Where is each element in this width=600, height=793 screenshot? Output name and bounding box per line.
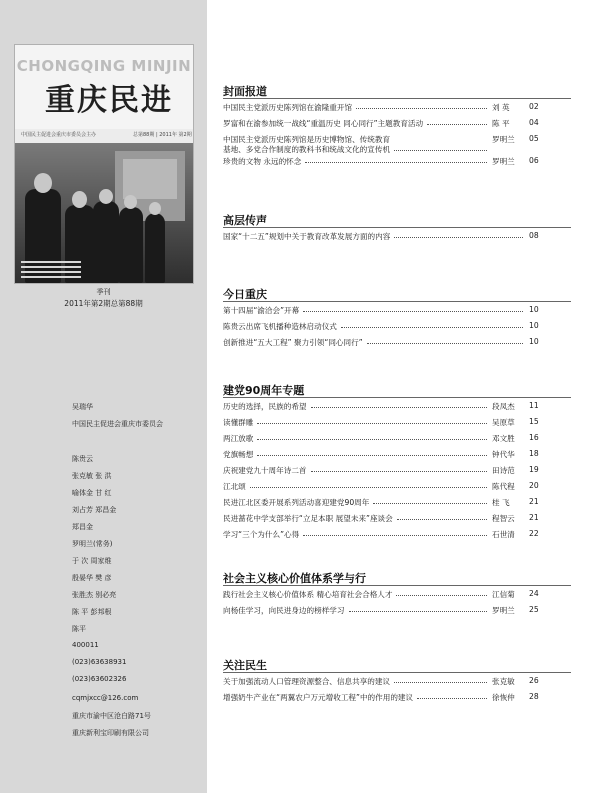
period-label: 季刊 [96,288,111,296]
toc-entry[interactable] [207,156,600,168]
entry-page: 25 [529,605,539,614]
leader-dots [396,595,487,596]
toc-entry[interactable] [207,401,600,413]
entry-title: 学习“三个为什么”心得 [223,530,300,539]
credit-value: 400011 [72,641,99,649]
entry-page: 20 [529,481,539,490]
toc-entry[interactable] [207,449,600,461]
person-figure [145,213,165,283]
toc-entry[interactable] [207,231,600,243]
entry-title: 践行社会主义核心价值体系 精心培育社会合格人才 [223,590,393,599]
entry-title: 珍贵的文物 永远的怀念 [223,157,302,166]
leader-dots [397,519,487,520]
entry-author: 陈 平 [492,119,510,128]
credit-value: (023)63638931 [72,658,127,666]
entry-title: 关于加强流动人口管理资源整合、信息共享的建议 [223,677,391,686]
entry-page: 18 [529,449,539,458]
entry-title: 国家“十二五”规划中关于教育改革发展方面的内容 [223,232,391,241]
section-title: 建党90周年专题 [223,384,305,397]
section-rule [223,585,571,586]
credit-value: 重庆市渝中区沧白路71号 [72,712,151,720]
toc-entry[interactable] [207,692,600,704]
cover-title-cn: 重庆民进 [45,83,173,118]
entry-page: 21 [529,497,539,506]
section-title: 高层传声 [223,214,267,227]
leader-dots [394,682,487,683]
entry-author: 吴原草 [492,418,515,427]
entry-title: 第十四届“渝洽会”开幕 [223,306,300,315]
leader-dots [394,237,523,238]
entry-page: 02 [529,102,539,111]
toc-entry[interactable] [207,465,600,477]
credit-value: 喻体金 甘 红 [72,489,112,497]
entry-page: 10 [529,321,539,330]
entry-author: 邓文胜 [492,434,515,443]
credit-value: 陈平 [72,625,86,633]
leader-dots [349,611,488,612]
section-title: 封面报道 [223,85,267,98]
entry-page: 16 [529,433,539,442]
entry-author: 徐恢仲 [492,693,515,702]
leader-dots [341,327,523,328]
entry-page: 21 [529,513,539,522]
leader-dots [417,698,487,699]
toc-entry[interactable] [207,118,600,130]
leader-dots [311,407,487,408]
entry-title: 民进蔷花中学支部举行“立足本职 展望未来”座谈会 [223,514,393,523]
toc-entry[interactable] [207,321,600,333]
person-head [72,191,87,208]
leader-dots [305,162,487,163]
person-figure [119,207,143,283]
entry-page: 15 [529,417,539,426]
leader-dots [356,108,487,109]
person-figure [93,201,119,283]
entry-page: 10 [529,337,539,346]
section-title: 社会主义核心价值体系学与行 [223,572,366,585]
entry-author: 刘 英 [492,103,510,112]
entry-page: 19 [529,465,539,474]
entry-title: 增强奶牛产业在“两翼农户万元增收工程”中的作用的建议 [223,693,414,702]
toc-entry[interactable] [207,102,600,114]
toc-entry[interactable] [207,134,600,156]
section-rule [223,301,571,302]
credit-value: 吴瑞华 [72,403,93,411]
entry-author: 江信菊 [492,590,515,599]
toc-entry[interactable] [207,529,600,541]
entry-title: 庆祝建党九十周年诗二首 [223,466,307,475]
entry-title: 民进江北区委开展系列活动喜迎建党90周年 [223,498,370,507]
exhibition-panel [123,159,177,199]
entry-page: 22 [529,529,539,538]
section-rule [223,672,571,673]
entry-page: 28 [529,692,539,701]
magazine-cover [14,44,194,284]
entry-title: 江北颂 [223,482,246,491]
credit-value: 刘占芳 郑昌金 [72,506,117,514]
toc-entry[interactable] [207,513,600,525]
entry-page: 08 [529,231,539,240]
entry-page: 05 [529,134,539,143]
cover-issue: 总第88期 | 2011年 第2期 [133,132,192,138]
toc-entry[interactable] [207,481,600,493]
toc-entry[interactable] [207,337,600,349]
entry-page: 26 [529,676,539,685]
leader-dots [250,487,487,488]
person-head [124,195,137,209]
entry-title: 罗富和在渝参加统一战线“重温历史 同心同行”主题教育活动 [223,119,424,128]
credit-value: 张胜杰 别必亮 [72,591,117,599]
person-head [99,189,113,204]
toc-entry[interactable] [207,497,600,509]
leader-dots [257,439,487,440]
entry-title: 党旗畅想 [223,450,254,459]
person-head [34,173,52,193]
credit-value: 陈 平 彭邦根 [72,608,112,616]
entry-author: 罗明兰 [492,135,515,144]
entry-author: 段凤杰 [492,402,515,411]
entry-author: 张克敏 [492,677,515,686]
toc-entry[interactable] [207,417,600,429]
entry-title: 读懂群雕 [223,418,254,427]
credit-value: 重庆新利宝印刷有限公司 [72,729,149,737]
leader-dots [427,124,487,125]
credit-value: 于 次 周家维 [72,557,112,565]
leader-dots [394,150,487,151]
toc-entry[interactable] [207,305,600,317]
entry-author: 田诗范 [492,466,515,475]
toc-entry[interactable] [207,433,600,445]
issue-number: 2011年第2期总第88期 [64,299,143,308]
entry-author: 罗明兰 [492,606,515,615]
leader-dots [303,535,487,536]
entry-page: 11 [529,401,539,410]
toc-entry[interactable] [207,676,600,688]
entry-title-line2: 基地、多党合作制度的教科书和统战文化的宣传机 [223,145,391,154]
entry-author: 钟代华 [492,450,515,459]
entry-title: 创新推进“五大工程” 聚力引领“同心同行” [223,338,363,347]
section-rule [223,397,571,398]
person-head [149,202,161,215]
entry-author: 程智云 [492,514,515,523]
toc-entry[interactable] [207,605,600,617]
entry-title: 两江放歌 [223,434,254,443]
entry-title: 中国民主党派历史陈列馆是历史博物馆、传统教育 [223,135,391,144]
credit-value: 陈贵云 [72,455,93,463]
credit-value: (023)63602326 [72,675,127,683]
entry-title: 向杨佳学习，向民进身边的榜样学习 [223,606,345,615]
credit-value: 中国民主促进会重庆市委员会 [72,420,163,428]
cover-title-en: CHONGQING MINJIN [16,57,192,75]
leader-dots [303,311,523,312]
table-of-contents [207,0,600,793]
entry-title: 陈贵云出席飞机播种造林启动仪式 [223,322,337,331]
sidebar [0,0,207,793]
cover-photo [15,143,193,283]
toc-entry[interactable] [207,589,600,601]
leader-dots [257,423,487,424]
leader-dots [373,503,487,504]
leader-dots [257,455,487,456]
credit-value: 殷晏华 樊 彦 [72,574,112,582]
leader-dots [311,471,487,472]
entry-page: 10 [529,305,539,314]
credit-value: 罗明兰(常务) [72,540,113,548]
entry-title: 中国民主党派历史陈列馆在渝隆重开馆 [223,103,353,112]
entry-author: 罗明兰 [492,157,515,166]
cover-slogan: 中国民主促进会重庆市委员会主办 [21,132,97,138]
section-title: 关注民生 [223,659,267,672]
entry-author: 桂 飞 [492,498,510,507]
section-title: 今日重庆 [223,288,267,301]
cover-caption [21,261,81,281]
credit-value: 郑昌金 [72,523,93,531]
entry-title: 历史的选择，民族的希望 [223,402,307,411]
entry-author: 石世清 [492,530,515,539]
entry-page: 04 [529,118,539,127]
entry-author: 陈代程 [492,482,515,491]
entry-page: 06 [529,156,539,165]
section-rule [223,227,571,228]
leader-dots [367,343,523,344]
entry-page: 24 [529,589,539,598]
credit-value: 张克敏 张 洪 [72,472,112,480]
section-rule [223,98,571,99]
credit-value[interactable]: cqmjxcc@126.com [72,694,139,702]
